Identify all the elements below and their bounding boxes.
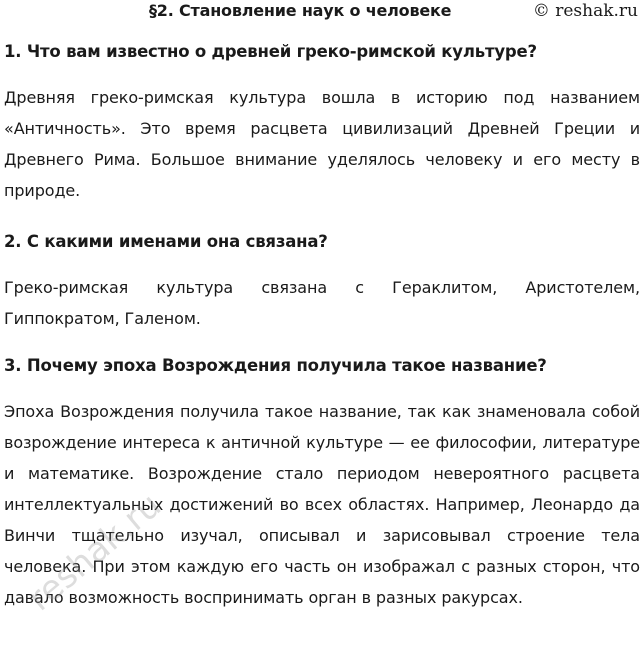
answer-2: Греко-римская культура связана с Гераклитом, Аристотелем, Гиппократом, Галеном.: [4, 278, 640, 328]
qa-block-1: [4, 42, 640, 206]
answer-3: Эпоха Возрождения получила такое название, так как знаменовала собой возрождение интереса к античной культуре — ее философии, литературе и математике. Возрождение стало периодом невероятного расцвета интеллектуальных достижений во всех областях. Например, Леонардо да Винчи тщательно изучал, описывал и зарисовывал строение тела человека. При этом каждую его часть он изображал с разных сторон, что давало возможность воспринимать орган в разных ракурсах.: [4, 402, 640, 607]
answer-1: Древняя греко-римская культура вошла в историю под названием «Античность». Это время расцвета цивилизаций Древней Греции и Древнего Рима. Большое внимание уделялось человеку и его месту в природе.: [4, 88, 640, 200]
page-title: §2. Становление наук о человеке: [149, 1, 452, 20]
page-header: [0, 0, 644, 26]
question-1: 1. Что вам известно о древней греко-римской культуре?: [4, 42, 537, 61]
watermark: reshak.ru: [20, 485, 169, 620]
site-credit: © reshak.ru: [532, 1, 638, 21]
qa-block-3: [4, 356, 640, 613]
qa-block-2: [4, 232, 640, 334]
question-2: 2. С какими именами она связана?: [4, 232, 328, 251]
question-3: 3. Почему эпоха Возрождения получила такое название?: [4, 356, 547, 375]
